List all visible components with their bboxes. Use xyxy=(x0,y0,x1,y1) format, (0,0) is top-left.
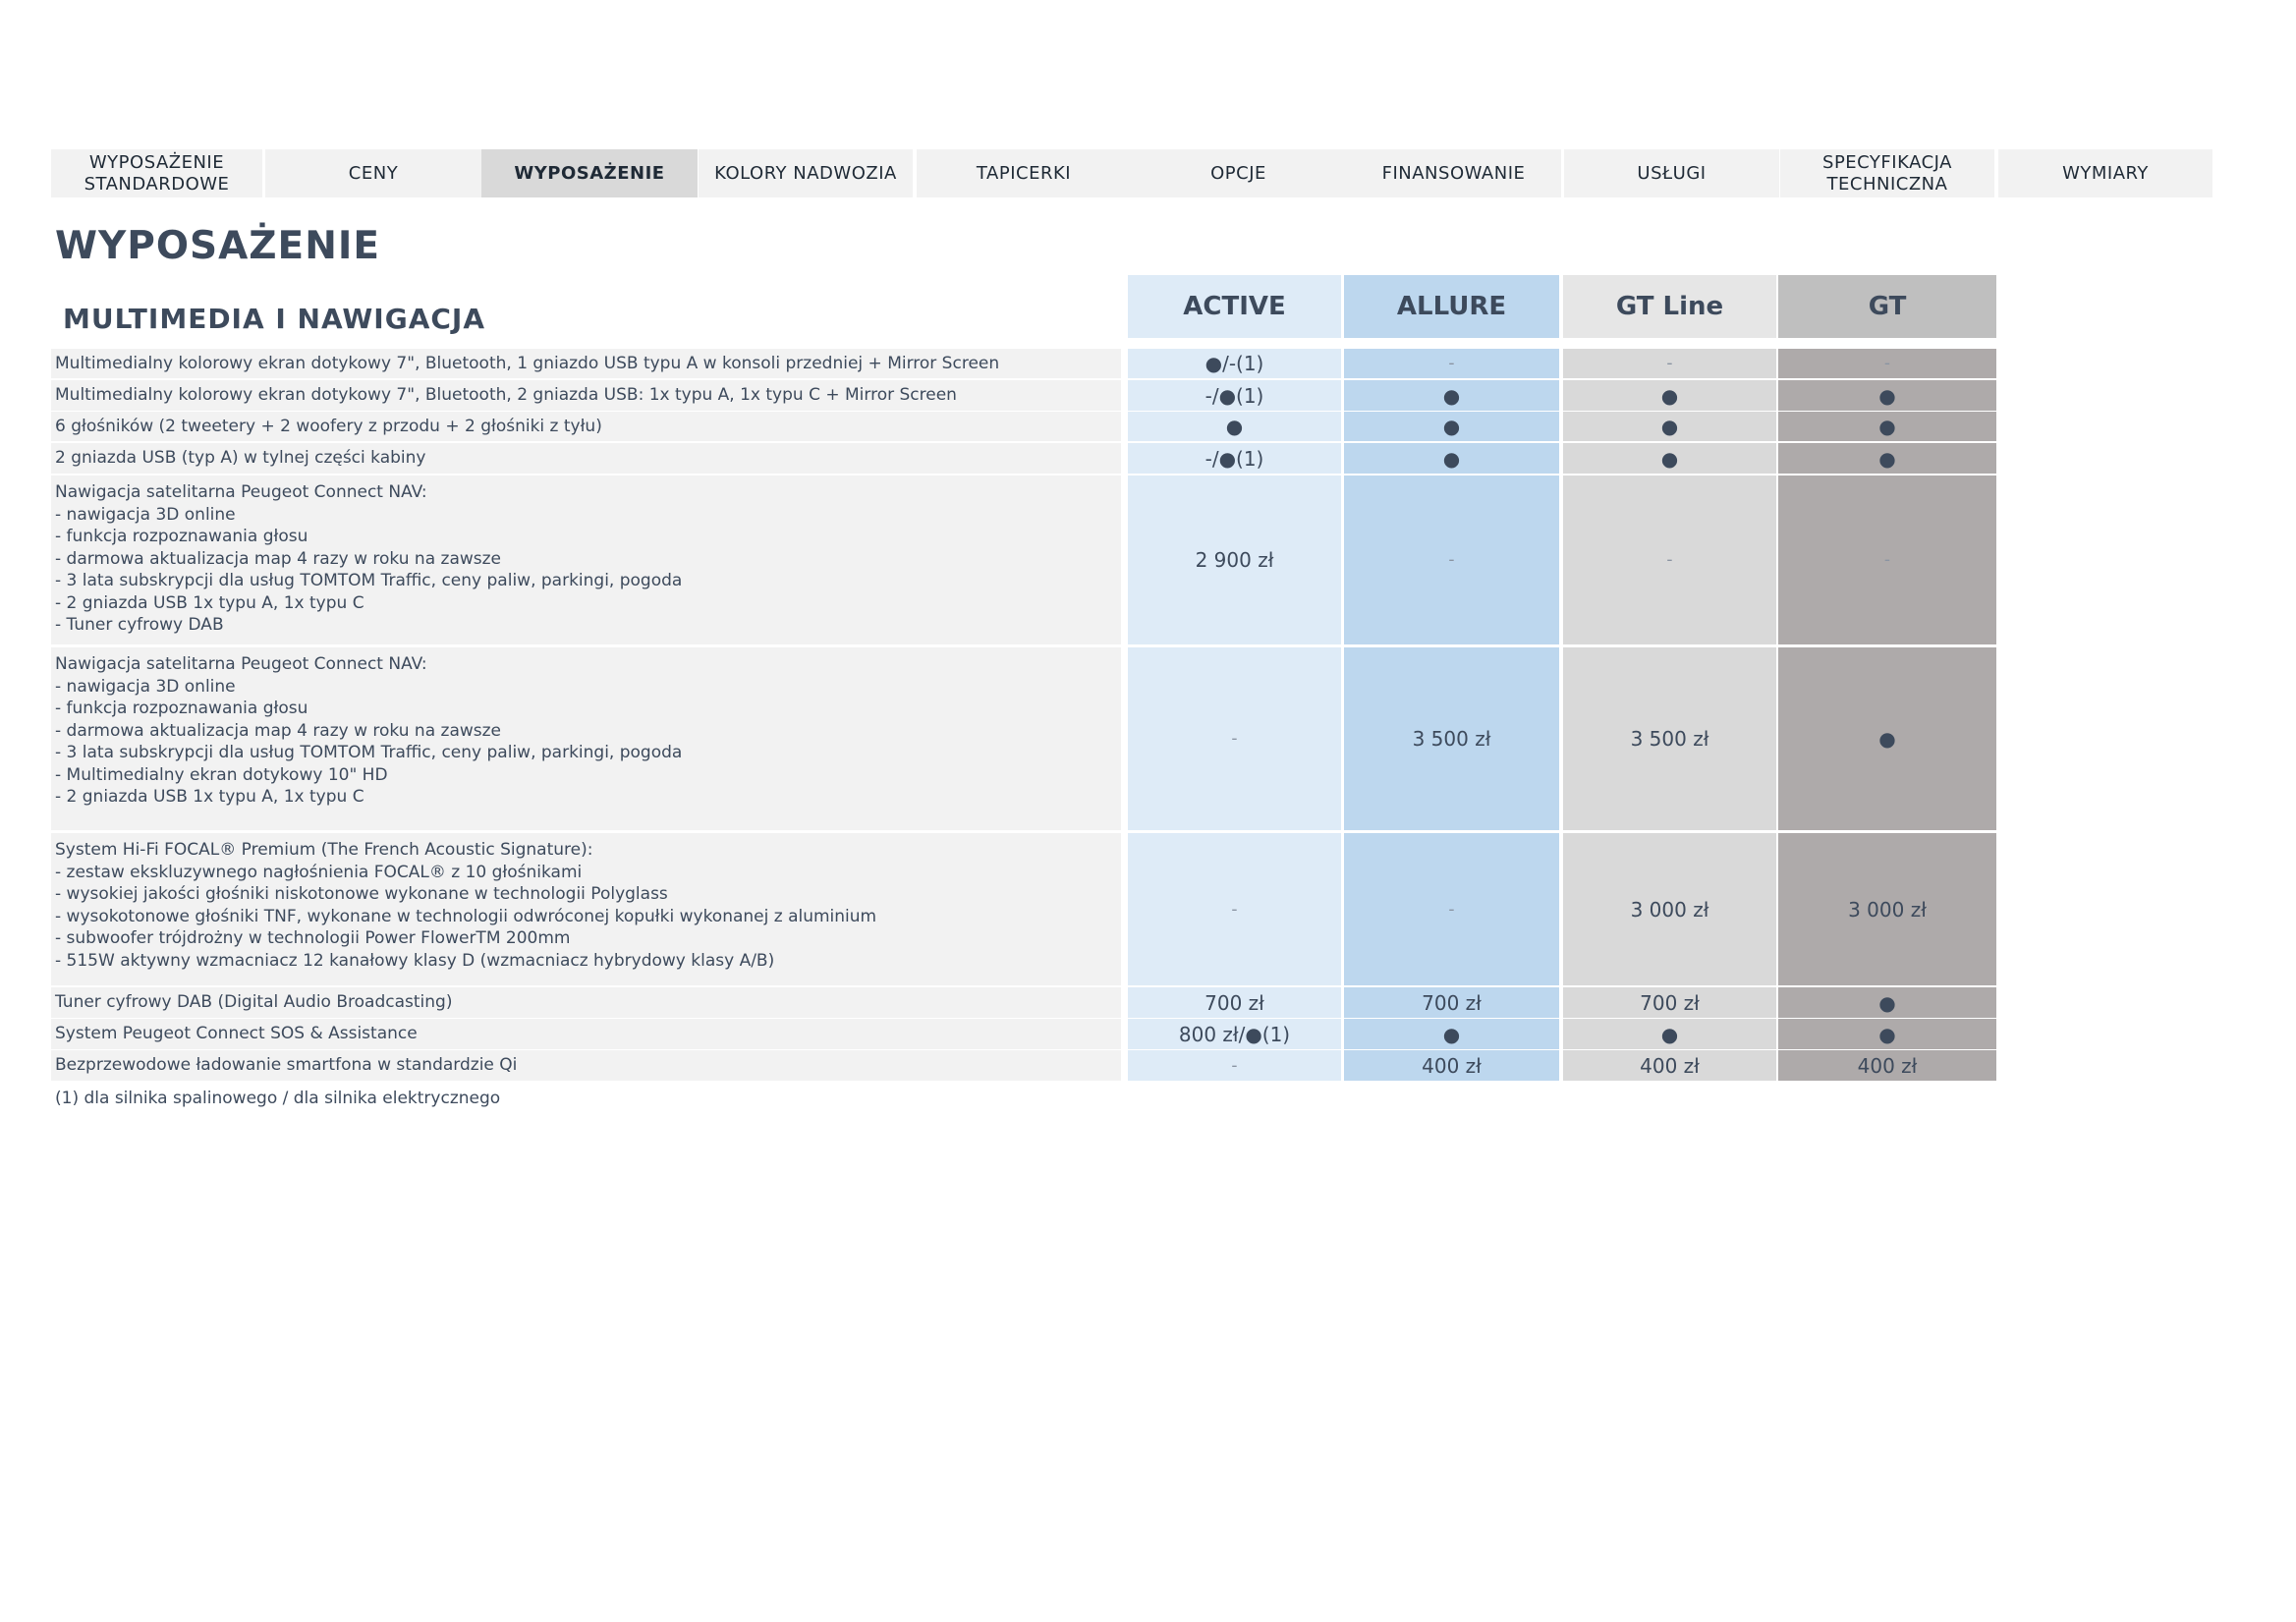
value-cell-active: -/●(1) xyxy=(1128,443,1341,474)
value-cell-gt: - xyxy=(1778,349,1996,378)
feature-label: System Hi-Fi FOCAL® Premium (The French Acoustic Signature): - zestaw ekskluzywnego nagłośnienia FOCAL® z 10 głośnikami - wysokiej jakości głośniki niskotonowe wykonane w technologii Polyglass - wysokotonowe głośniki TNF, wykonane w technologii odwróconej kopułki wykonanej z aluminium - subwoofer trójdrożny w technologii Power FlowerTM 200mm - 515W aktywny wzmacniacz 12 kanałowy klasy D (wzmacniacz hybrydowy klasy A/B) xyxy=(51,833,1121,985)
value-cell-gt: - xyxy=(1778,475,1996,644)
tab-usługi[interactable]: USŁUGI xyxy=(1564,149,1779,197)
feature-label: Bezprzewodowe ładowanie smartfona w standardzie Qi xyxy=(51,1050,1121,1081)
value-cell-gt-line: ● xyxy=(1563,443,1776,474)
value-cell-allure: ● xyxy=(1344,1019,1559,1049)
tab-opcje[interactable]: OPCJE xyxy=(1131,149,1346,197)
value-cell-active: - xyxy=(1128,647,1341,830)
value-cell-active: - xyxy=(1128,833,1341,985)
value-cell-active: 800 zł/●(1) xyxy=(1128,1019,1341,1049)
feature-label: Nawigacja satelitarna Peugeot Connect NAV: - nawigacja 3D online - funkcja rozpoznawania głosu - darmowa aktualizacja map 4 razy w roku na zawsze - 3 lata subskrypcji dla usług TOMTOM Traffic, ceny paliw, parkingi, pogoda - 2 gniazda USB 1x typu A, 1x typu C - Tuner cyfrowy DAB xyxy=(51,475,1121,644)
value-cell-gt: 3 000 zł xyxy=(1778,833,1996,985)
value-cell-gt: ● xyxy=(1778,380,1996,411)
value-cell-allure: - xyxy=(1344,833,1559,985)
value-cell-gt-line: 700 zł xyxy=(1563,987,1776,1018)
value-cell-gt: ● xyxy=(1778,1019,1996,1049)
feature-label: 2 gniazda USB (typ A) w tylnej części kabiny xyxy=(51,443,1121,474)
value-cell-active: -/●(1) xyxy=(1128,380,1341,411)
value-cell-gt-line: ● xyxy=(1563,1019,1776,1049)
value-cell-gt: ● xyxy=(1778,412,1996,441)
value-cell-allure: 3 500 zł xyxy=(1344,647,1559,830)
table-row xyxy=(51,833,2006,985)
feature-label: Multimedialny kolorowy ekran dotykowy 7", Bluetooth, 2 gniazda USB: 1x typu A, 1x typu C + Mirror Screen xyxy=(51,380,1121,411)
value-cell-gt: 400 zł xyxy=(1778,1050,1996,1081)
tab-finansowanie[interactable]: FINANSOWANIE xyxy=(1346,149,1561,197)
value-cell-gt: ● xyxy=(1778,647,1996,830)
feature-label: 6 głośników (2 tweetery + 2 woofery z przodu + 2 głośniki z tyłu) xyxy=(51,412,1121,441)
value-cell-allure: 400 zł xyxy=(1344,1050,1559,1081)
value-cell-active: ● xyxy=(1128,412,1341,441)
tab-wymiary[interactable]: WYMIARY xyxy=(1998,149,2212,197)
table-row xyxy=(51,380,2006,411)
value-cell-gt-line: 3 500 zł xyxy=(1563,647,1776,830)
table-row xyxy=(51,1050,2006,1081)
value-cell-active: - xyxy=(1128,1050,1341,1081)
column-header-active: ACTIVE xyxy=(1128,275,1341,338)
value-cell-allure: - xyxy=(1344,475,1559,644)
value-cell-allure: ● xyxy=(1344,443,1559,474)
tab-wyposażenie[interactable]: WYPOSAŻENIE xyxy=(481,149,698,197)
value-cell-gt-line: ● xyxy=(1563,412,1776,441)
value-cell-gt: ● xyxy=(1778,443,1996,474)
value-cell-allure: - xyxy=(1344,349,1559,378)
value-cell-allure: ● xyxy=(1344,412,1559,441)
feature-label: Multimedialny kolorowy ekran dotykowy 7", Bluetooth, 1 gniazdo USB typu A w konsoli przedniej + Mirror Screen xyxy=(51,349,1121,378)
table-row xyxy=(51,475,2006,644)
section-title: MULTIMEDIA I NAWIGACJA xyxy=(63,303,485,335)
value-cell-active: 700 zł xyxy=(1128,987,1341,1018)
tab-ceny[interactable]: CENY xyxy=(265,149,481,197)
value-cell-active: ●/-(1) xyxy=(1128,349,1341,378)
value-cell-gt-line: ● xyxy=(1563,380,1776,411)
column-header-gt-line: GT Line xyxy=(1563,275,1776,338)
value-cell-gt-line: 3 000 zł xyxy=(1563,833,1776,985)
column-header-allure: ALLURE xyxy=(1344,275,1559,338)
value-cell-gt-line: 400 zł xyxy=(1563,1050,1776,1081)
table-row xyxy=(51,349,2006,378)
value-cell-allure: 700 zł xyxy=(1344,987,1559,1018)
table-row xyxy=(51,1019,2006,1049)
table-row xyxy=(51,443,2006,474)
tab-tapicerki[interactable]: TAPICERKI xyxy=(917,149,1131,197)
tab-kolory-nadwozia[interactable]: KOLORY NADWOZIA xyxy=(699,149,913,197)
table-row xyxy=(51,647,2006,830)
feature-label: Nawigacja satelitarna Peugeot Connect NAV: - nawigacja 3D online - funkcja rozpoznawania głosu - darmowa aktualizacja map 4 razy w roku na zawsze - 3 lata subskrypcji dla usług TOMTOM Traffic, ceny paliw, parkingi, pogoda - Multimedialny ekran dotykowy 10" HD - 2 gniazda USB 1x typu A, 1x typu C xyxy=(51,647,1121,830)
value-cell-allure: ● xyxy=(1344,380,1559,411)
value-cell-gt-line: - xyxy=(1563,475,1776,644)
feature-label: Tuner cyfrowy DAB (Digital Audio Broadcasting) xyxy=(51,987,1121,1018)
value-cell-active: 2 900 zł xyxy=(1128,475,1341,644)
value-cell-gt-line: - xyxy=(1563,349,1776,378)
tab-specyfikacja-techniczna[interactable]: SPECYFIKACJA TECHNICZNA xyxy=(1780,149,1994,197)
column-header-gt: GT xyxy=(1778,275,1996,338)
page-title: WYPOSAŻENIE xyxy=(55,224,380,268)
tab-wyposażenie-standardowe[interactable]: WYPOSAŻENIE STANDARDOWE xyxy=(51,149,262,197)
feature-label: System Peugeot Connect SOS & Assistance xyxy=(51,1019,1121,1049)
table-row xyxy=(51,412,2006,441)
table-row xyxy=(51,987,2006,1018)
footnote: (1) dla silnika spalinowego / dla silnika elektrycznego xyxy=(55,1089,501,1108)
value-cell-gt: ● xyxy=(1778,987,1996,1018)
